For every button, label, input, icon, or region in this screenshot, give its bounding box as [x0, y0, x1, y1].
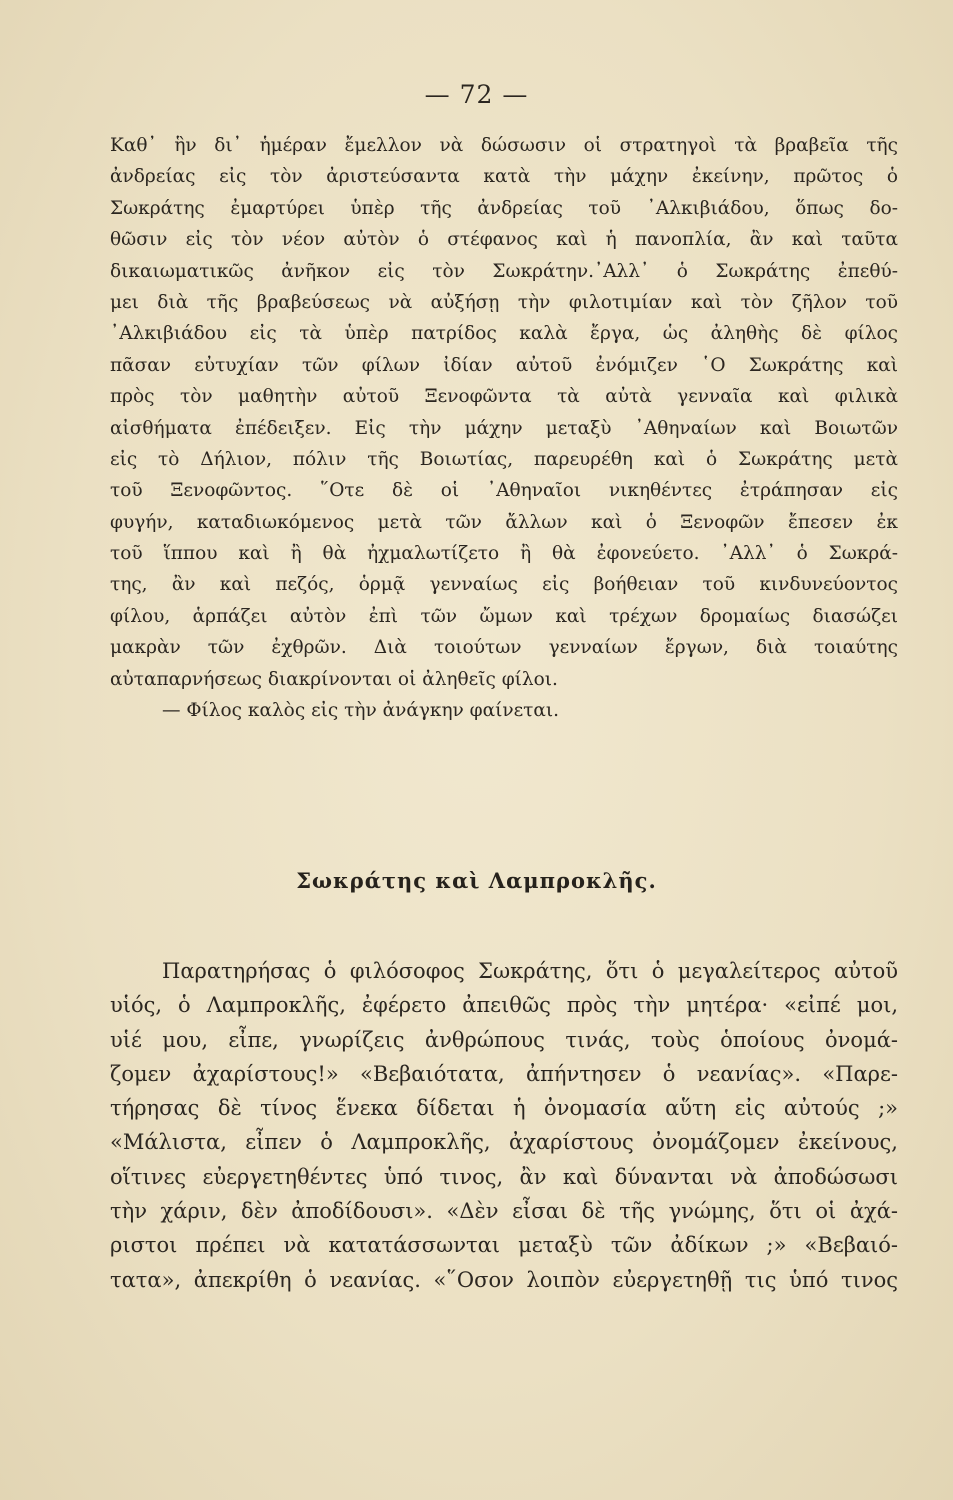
- text-line: τὴν χάριν, δὲν ἀποδίδουσι». «Δὲν εἶσαι δὲ τῆς γνώμης, ὅτι οἱ ἀχά-: [110, 1199, 898, 1224]
- page-number: — 72 —: [424, 80, 529, 109]
- paragraph-lamprocles: [110, 954, 898, 1297]
- paragraph-friendship: [110, 130, 898, 726]
- text-line: δικαιωματικῶς ἀνῆκον εἰς τὸν Σωκράτην.᾽Αλλ᾽ ὁ Σωκράτης ἐπεθύ-: [110, 260, 898, 282]
- text-line: αὐταπαρνήσεως διακρίνονται οἱ ἀληθεῖς φίλοι.: [110, 668, 558, 690]
- text-line: πρὸς τὸν μαθητὴν αὐτοῦ Ξενοφῶντα τὰ αὐτὰ γενναῖα καὶ φιλικὰ: [110, 386, 898, 408]
- text-line: αἰσθήματα ἐπέδειξεν. Εἰς τὴν μάχην μεταξὺ ᾽Αθηναίων καὶ Βοιωτῶν: [110, 417, 898, 439]
- text-line: εἰς τὸ Δήλιον, πόλιν τῆς Βοιωτίας, παρευρέθη καὶ ὁ Σωκράτης μετὰ: [110, 448, 898, 470]
- text-line: της, ἂν καὶ πεζός, ὁρμᾷ γενναίως εἰς βοήθειαν τοῦ κινδυνεύοντος: [110, 574, 898, 596]
- section-heading: Σωκράτης καὶ Λαμπροκλῆς.: [296, 868, 657, 893]
- text-line: ἀνδρείας εἰς τὸν ἀριστεύσαντα κατὰ τὴν μάχην ἐκείνην, πρῶτος ὁ: [110, 166, 898, 188]
- text-line: φίλου, ἁρπάζει αὐτὸν ἐπὶ τῶν ὤμων καὶ τρέχων δρομαίως διασώζει: [110, 605, 898, 627]
- text-line: μει διὰ τῆς βραβεύσεως νὰ αὐξήσῃ τὴν φιλοτιμίαν καὶ τὸν ζῆλον τοῦ: [110, 291, 898, 313]
- text-line: Καθ᾽ ἣν δι᾽ ἡμέραν ἔμελλον νὰ δώσωσιν οἱ στρατηγοὶ τὰ βραβεῖα τῆς: [110, 135, 898, 156]
- text-line: τήρησας δὲ τίνος ἕνεκα δίδεται ἡ ὀνομασία αὕτη εἰς αὐτούς ;»: [110, 1096, 898, 1121]
- text-line: ριστοι πρέπει νὰ κατατάσσωνται μεταξὺ τῶν ἀδίκων ;» «Βεβαιό-: [110, 1233, 898, 1258]
- text-line: Παρατηρήσας ὁ φιλόσοφος Σωκράτης, ὅτι ὁ μεγαλείτερος αὐτοῦ: [162, 959, 898, 983]
- text-line: υἱός, ὁ Λαμπροκλῆς, ἐφέρετο ἀπειθῶς πρὸς τὴν μητέρα· «εἰπέ μοι,: [110, 993, 898, 1018]
- text-line: φυγήν, καταδιωκόμενος μετὰ τῶν ἄλλων καὶ ὁ Ξενοφῶν ἔπεσεν ἐκ: [110, 511, 898, 533]
- text-line: μακρὰν τῶν ἐχθρῶν. Διὰ τοιούτων γενναίων ἔργων, διὰ τοιαύτης: [110, 637, 898, 659]
- text-line: «Μάλιστα, εἶπεν ὁ Λαμπροκλῆς, ἀχαρίστους ὀνομάζομεν ἐκείνους,: [110, 1130, 898, 1155]
- text-line: τατα», ἀπεκρίθη ὁ νεανίας. «῞Οσον λοιπὸν εὐεργετηθῇ τις ὑπό τινος: [110, 1267, 898, 1292]
- proverb-line: — Φίλος καλὸς εἰς τὴν ἀνάγκην φαίνεται.: [162, 700, 560, 722]
- text-line: ζομεν ἀχαρίστους!» «Βεβαιότατα, ἀπήντησεν ὁ νεανίας». «Παρε-: [110, 1061, 898, 1086]
- text-line: υἱέ μου, εἶπε, γνωρίζεις ἀνθρώπους τινάς, τοὺς ὁποίους ὀνομά-: [110, 1027, 898, 1052]
- text-line: θῶσιν εἰς τὸν νέον αὐτὸν ὁ στέφανος καὶ ἡ πανοπλία, ἂν καὶ ταῦτα: [110, 229, 898, 251]
- text-line: τοῦ Ξενοφῶντος. ῞Οτε δὲ οἱ ᾽Αθηναῖοι νικηθέντες ἐτράπησαν εἰς: [110, 480, 898, 502]
- text-line: Σωκράτης ἐμαρτύρει ὑπὲρ τῆς ἀνδρείας τοῦ ᾽Αλκιβιάδου, ὅπως δο-: [110, 197, 898, 219]
- text-line: πᾶσαν εὐτυχίαν τῶν φίλων ἰδίαν αὐτοῦ ἐνόμιζεν ῾Ο Σωκράτης καὶ: [110, 354, 898, 376]
- text-line: ᾽Αλκιβιάδου εἰς τὰ ὑπὲρ πατρίδος καλὰ ἔργα, ὡς ἀληθὴς δὲ φίλος: [110, 323, 898, 345]
- text-line: οἵτινες εὐεργετηθέντες ὑπό τινος, ἂν καὶ δύνανται νὰ ἀποδώσωσι: [110, 1164, 898, 1189]
- text-line: τοῦ ἵππου καὶ ἢ θὰ ἠχμαλωτίζετο ἢ θὰ ἐφονεύετο. ᾽Αλλ᾽ ὁ Σωκρά-: [110, 543, 898, 565]
